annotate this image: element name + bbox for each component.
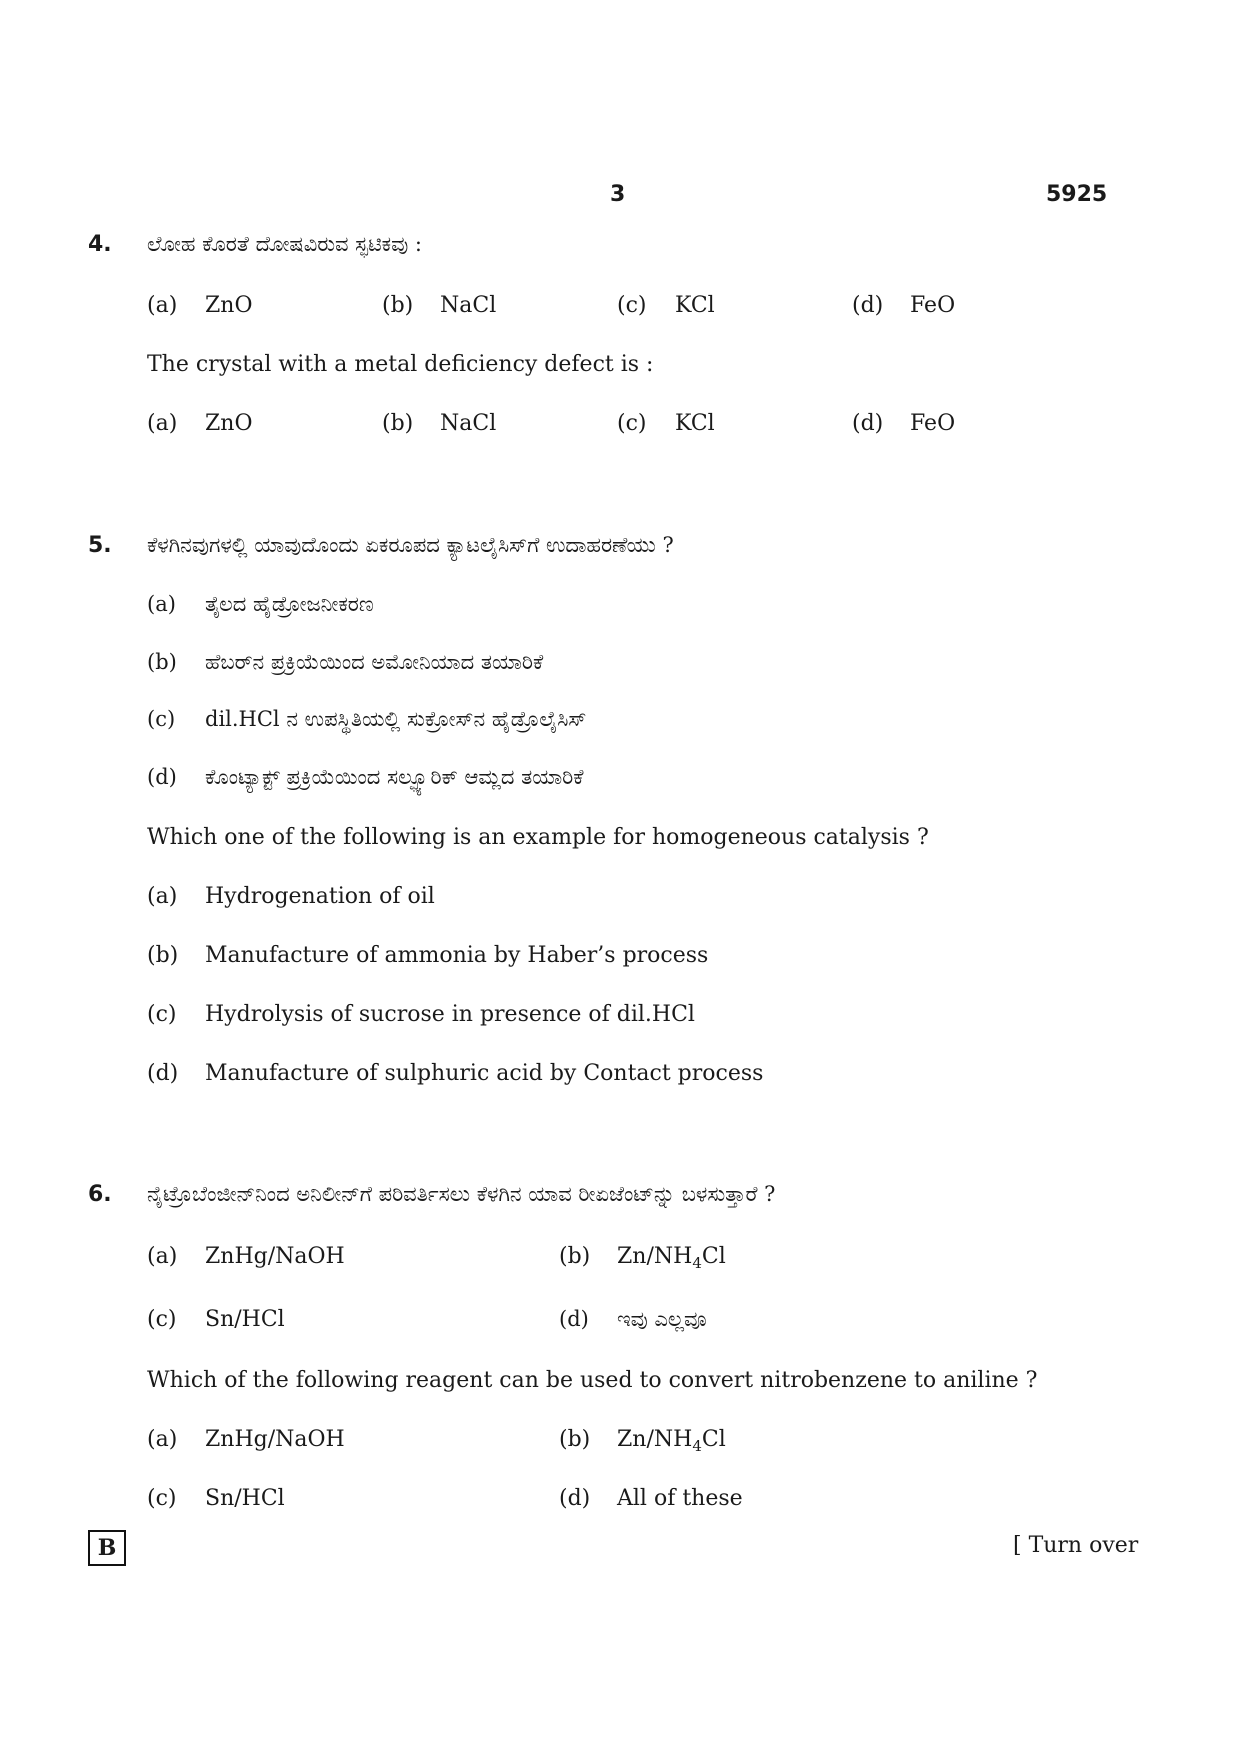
question-6-english-options-row-1: [147, 1427, 1147, 1457]
question-6-kannada-text: ನೈಟ್ರೊಬೆಂಜೀನ್‌ನಿಂದ ಅನಿಲೀನ್‌ಗೆ ಪರಿವರ್ತಿಸಲು ಕೆಳಗಿನ ಯಾವ ರೀಏಜೆಂಟ್‌ನ್ನು ಬಳಸುತ್ತಾರೆ ?: [147, 1182, 776, 1206]
option-b: (b) NaCl: [382, 293, 497, 318]
paper-code: 5925: [1046, 182, 1108, 207]
question-5-number: 5.: [88, 533, 112, 558]
question-4-kannada-text: ಲೋಹ ಕೊರತೆ ದೋಷವಿರುವ ಸ್ಫಟಿಕವು :: [147, 232, 422, 256]
option-a: (a) ZnO: [147, 293, 253, 318]
question-5-english-option-c: (c) Hydrolysis of sucrose in presence of dil.HCl: [147, 1002, 695, 1027]
question-5-kannada-option-c: (c) dil.HCl ನ ಉಪಸ್ಥಿತಿಯಲ್ಲಿ ಸುಕ್ರೋಸ್‌ನ ಹೈಡ್ರೊಲೈಸಿಸ್: [147, 707, 587, 731]
option-c: (c) KCl: [617, 293, 715, 318]
question-4-number: 4.: [88, 232, 112, 257]
option-a: (a) ZnO: [147, 411, 253, 436]
page-number: 3: [610, 182, 626, 207]
turn-over-text: [ Turn over: [1013, 1533, 1139, 1558]
option-c: (c) Sn/HCl: [147, 1307, 285, 1332]
option-a: (a) ZnHg/NaOH: [147, 1244, 345, 1269]
option-b: (b) NaCl: [382, 411, 497, 436]
question-5-kannada-option-b: (b) ಹೆಬರ್‌ನ ಪ್ರಕ್ರಿಯೆಯಿಂದ ಅಮೋನಿಯಾದ ತಯಾರಿಕೆ: [147, 650, 544, 674]
option-c: (c) KCl: [617, 411, 715, 436]
question-5-english-option-a: (a) Hydrogenation of oil: [147, 884, 435, 909]
question-5-kannada-option-a: (a) ತೈಲದ ಹೈಡ್ರೋಜನೀಕರಣ: [147, 592, 374, 616]
question-5-english-text: Which one of the following is an example for homogeneous catalysis ?: [147, 825, 929, 850]
question-6-kannada-options-row-1: [147, 1244, 1147, 1274]
option-d: (d) FeO: [852, 411, 956, 436]
question-4-english-options: [147, 411, 1147, 441]
booklet-series-box: B: [88, 1530, 126, 1566]
question-5-kannada-text: ಕೆಳಗಿನವುಗಳಲ್ಲಿ ಯಾವುದೊಂದು ಏಕರೂಪದ ಕ್ಯಾಟಲೈಸಿಸ್‌ಗೆ ಉದಾಹರಣೆಯು ?: [147, 533, 674, 557]
question-6-english-options-row-2: [147, 1486, 1147, 1516]
option-d: (d) FeO: [852, 293, 956, 318]
question-5-kannada-option-d: (d) ಕೊಂಟ್ಯಾಕ್ಟ್ ಪ್ರಕ್ರಿಯೆಯಿಂದ ಸಲ್ಫ್ಯೂರಿಕ್ ಆಮ್ಲದ ತಯಾರಿಕೆ: [147, 765, 584, 789]
option-d: (d) All of these: [559, 1486, 743, 1511]
question-6-number: 6.: [88, 1182, 112, 1207]
question-4-english-text: The crystal with a metal deficiency defect is :: [147, 352, 654, 377]
option-b: (b) $Zn/NH_4Cl$: [559, 1244, 726, 1272]
option-a: (a) ZnHg/NaOH: [147, 1427, 345, 1452]
question-4-kannada-options: [147, 293, 1147, 323]
question-5-english-option-b: (b) Manufacture of ammonia by Haber’s process: [147, 943, 709, 968]
option-c: (c) Sn/HCl: [147, 1486, 285, 1511]
question-6-kannada-options-row-2: [147, 1307, 1147, 1337]
question-6-english-text: Which of the following reagent can be used to convert nitrobenzene to aniline ?: [147, 1368, 1038, 1393]
option-b: (b) $Zn/NH_4Cl$: [559, 1427, 726, 1455]
option-d: (d) ಇವು ಎಲ್ಲವೂ: [559, 1307, 707, 1331]
question-5-english-option-d: (d) Manufacture of sulphuric acid by Contact process: [147, 1061, 764, 1086]
